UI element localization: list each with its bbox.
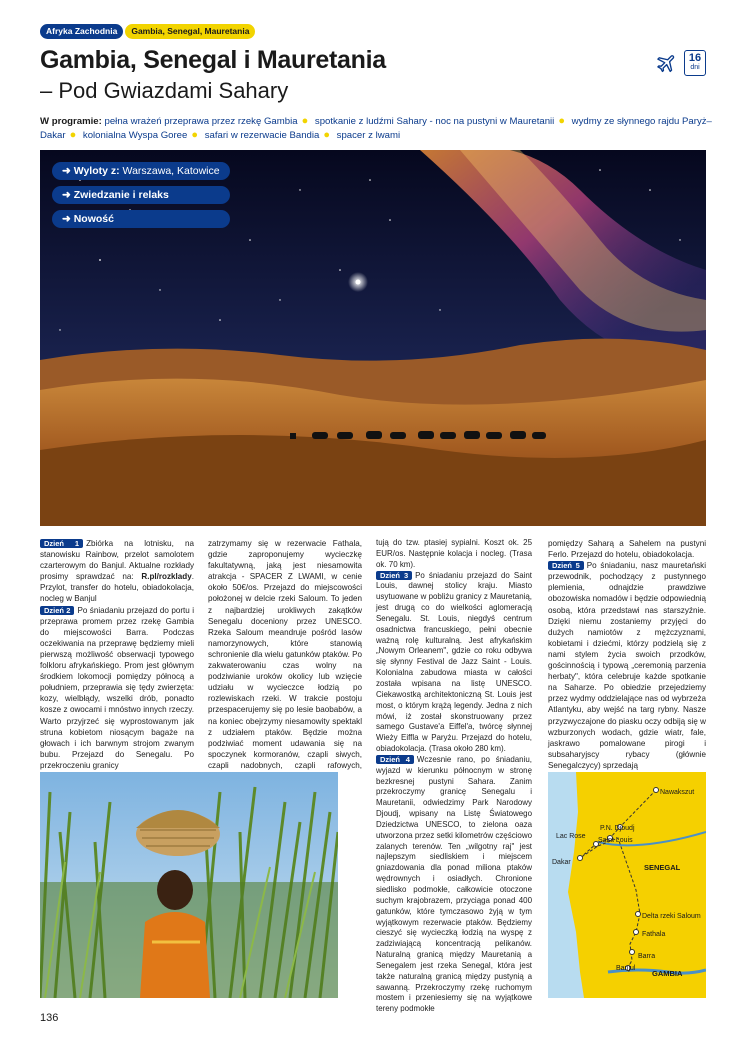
day-5-text: Po śniadaniu, nasz mauretański przewodnik, pochodzący z pustynnego plemienia, odnajdzie prawdziwe obozowiska nomadów i będzie odpowiednią osobą, która przedstawi nas starszyźnie. Dzięki niemu zostaniemy przyjęci do dużych namiotów z mężczyznami, kobietami i dziećmi, którzy podzielą się z nami stylem życia swoich przodków, gościnnością i typową „ceremonią parzenia herbaty", która celebruje każde spotkanie na Saharze. Po obiedzie przejedziemy przez wydmy oddzielające nas od wybrzeża Atlantyku, aby wejść na targ rybny. Nasze przyzwyczajone do piasku oczy odbiją się w wzburzonych wodach, gdzie wiatr, fale, jaskrawo pomalowane pirogi i subsaharyjscy rybacy (głównie Senegalczycy) sprzedają	[548, 561, 706, 770]
trip-type-label: Zwiedzanie i relaks	[73, 189, 169, 201]
day-4-badge: Dzień 4	[376, 755, 414, 764]
woman-photo	[40, 772, 338, 998]
map-label: Saint Louis	[598, 837, 633, 844]
day-4-text: Wczesnie rano, po śniadaniu, wyjazd w kierunku północnym w stronę bezkresnej pustyni Sahara. Zanim przekroczymy granicę Senegalu i Mauretanii, odwiedzimy Park Narodowy Djoudj, wpisany na Listę Światowego Dziedzictwa UNESCO, to zielona oaza utworzona przez setki kilometrów częściowo zalanych terenów. Ten „wilgotny raj" jest najlepszym siedliskiem i miejscem gniazdowania dla ponad miliona ptaków wędrownych i osiadłych. Chronione siedlisko podmokłe, całkowicie otoczone suchym krajobrazem, przyciąga ponad 400 gatunków, które tymczasowo żyją w tym wyjątkowym rezerwacie ptaków. Będziemy cieszyć się wycieczką łodzią na wyspę z zadziwiającą koncentracją pelikanów. Naturalną granicą między Mauretanią a Senegalem jest rzeka Senegal, która jest także naturalną granicą między pustynią a sawanną. Przekroczymy rzekę ruchomym mostem i przeniesiemy się na wyjątkowe tereny podmokłe	[376, 754, 532, 1014]
day-5-badge: Dzień 5	[548, 561, 584, 570]
departures-pill[interactable]: ➜ Wyloty z: Warszawa, Katowice	[52, 162, 230, 180]
text-column-1	[40, 538, 194, 771]
route-map-graphic	[548, 772, 706, 998]
program-item: spotkanie z ludźmi Sahary - noc na pustyni w Mauretanii	[314, 116, 555, 127]
new-badge-pill[interactable]: ➜ Nowość	[52, 210, 230, 228]
page-title: Gambia, Senegal i Mauretania	[40, 46, 386, 74]
route-map	[548, 772, 706, 998]
day-1-text-a: Zbiórka na lotnisku, na stanowisku Rainbow, przelot samolotem czarterowym do Banjul. Aktualne rozkłady prosimy sprawdzać na:	[40, 539, 194, 582]
text-column-4	[548, 538, 706, 771]
map-label: Delta rzeki Saloum	[642, 913, 701, 920]
map-country-label: GAMBIA	[652, 969, 683, 978]
map-label: Nawakszut	[660, 789, 695, 796]
duration-unit: dni	[690, 64, 700, 71]
day-4-end-text: pomiędzy Saharą a Sahelem na pustyni Ferlo. Przejazd do hotelu, obiadokolacja.	[548, 539, 706, 560]
schedule-link[interactable]: R.pl/rozklady	[141, 572, 192, 582]
program-list	[40, 115, 716, 142]
day-3-text: Po śniadaniu przejazd do Saint Louis, dawnej stolicy kraju. Miasto usytuowane w pobliżu granicy z Mauretanią, jest drugą co do wielkości aglomeracją Senegalu. St. Louis, niegdyś centrum osadnictwa francuskiego, pełni obecnie ważną rolę kulturalną. Jest afrykańskim „Nowym Orleanem", gdzie co roku odbywa się słynny Festival de Jazz Saint - Louis. Kolonialna zabudowa miasta w całości została wpisana na listę UNESCO. Ciekawostką architektoniczną St. Louis jest most, o którym krążą legendy. Jedna z nich mówi, iż został skonstruowany przez samego Gustave'a Eiffel'a, twórcę słynnej Wieży Eiffla w Paryżu. Przejazd do hotelu, obiadokolacja. (Trasa około 280 km).	[376, 570, 532, 754]
program-label: W programie:	[40, 116, 102, 127]
trip-type-pill[interactable]: ➜ Zwiedzanie i relaks	[52, 186, 230, 204]
program-item: spacer z lwami	[336, 129, 401, 141]
bullet-icon: ●	[558, 115, 565, 127]
bullet-icon: ●	[323, 128, 330, 141]
map-label: Lac Rose	[556, 833, 586, 840]
breadcrumb-trip[interactable]: Gambia, Senegal, Mauretania	[125, 24, 255, 39]
day-2-text: Po śniadaniu przejazd do portu i przeprawa promem przez rzekę Gambia do miejscowości Barra. Podczas oczekiwania na przeprawę będziemy mieli pierwszą możliwość obserwacji typowego folkloru afrykańskiego. Prom jest głównym środkiem lokomocji pomiędzy północą a południem, przeprawia się tędy zwierzęta: kozy, wielbłądy, wszelki drób, ponadto kosze z owocami i mnóstwo innych rzeczy. Warto przyjrzeć się wyprostowanym jak struna kobietom niosącym bagaże na głowach i ich barwnym strojom zwanym bubu. Przejazd do Senegalu. Po przekroczeniu granicy	[40, 605, 195, 770]
breadcrumb	[40, 24, 255, 39]
page-number: 136	[40, 1012, 59, 1024]
duration-badge	[684, 50, 706, 76]
trip-badges	[656, 50, 706, 76]
program-item: wydmy ze słynnego rajdu Paryż–Dakar	[40, 116, 712, 141]
breadcrumb-region[interactable]: Afryka Zachodnia	[40, 24, 123, 39]
hero-pills	[52, 162, 230, 228]
day-2-continued-text: zatrzymamy się w rezerwacie Fathala, gdzie zaproponujemy wycieczkę fakultatywną, jaką jest niesamowita atrakcja - SPACER Z LWAMI, w cenie około 50€/os. Przejazd do miejscowości położonej w delcie rzeki Saloum. To jeden z najbardziej urokliwych zakątków Senegalu doceniony przez UNESCO. Rzeka Saloum meandruje pośród lasów namorzynowych, które stanowią schronienie dla wielu gatunków ptaków. Po zakwaterowaniu czas wolny na podziwianie uroków okolicy lub wzięcie udziału w wycieczce łodzią po rozlewiskach rzeki. W trakcie postoju przespacerujemy się po lesie baobabów, a na koniec obejrzymy niesamowity spektakl z udziałem ptaków. Będzie można podziwiać moment udawania się na spoczynek kormoranów, czapli siwych, czapli nadobnych, czapli rafowych,	[208, 539, 362, 770]
map-label: Banjul	[616, 965, 636, 972]
day-2-badge: Dzień 2	[40, 606, 74, 615]
woman-with-basket-image	[40, 772, 338, 998]
program-item: pełna wrażeń przeprawa przez rzekę Gambia	[104, 116, 298, 127]
text-column-3	[376, 538, 532, 1015]
day-1-text-b: . Przylot, transfer do hotelu, obiadokolacja, nocleg w Banjul	[40, 572, 194, 604]
day-2-end-text: tują do tzw. ptasiej sypialni. Koszt ok. 25 EUR/os. Następnie kolacja i nocleg. (Trasa ok. 70 km).	[376, 538, 532, 569]
map-country-label: SENEGAL	[644, 863, 681, 872]
program-item: safari w rezerwacie Bandia	[204, 129, 320, 141]
map-label: Fathala	[642, 931, 666, 938]
bullet-icon: ●	[301, 115, 309, 127]
map-label: Barra	[638, 953, 656, 960]
bullet-icon: ●	[191, 128, 199, 141]
text-column-2	[208, 538, 362, 782]
day-3-badge: Dzień 3	[376, 571, 412, 580]
airplane-icon	[656, 52, 678, 74]
program-item: kolonialna Wyspa Goree	[82, 129, 188, 141]
duration-number: 16	[688, 52, 702, 64]
bullet-icon: ●	[69, 128, 77, 141]
day-1-badge: Dzień 1	[40, 539, 83, 548]
map-label: Dakar	[552, 859, 571, 866]
departures-value: Warszawa, Katowice	[122, 165, 220, 177]
route-line	[580, 790, 656, 968]
page-subtitle: – Pod Gwiazdami Sahary	[40, 78, 289, 103]
departures-label: Wyloty z:	[73, 165, 120, 177]
map-label: P.N. Djoudj	[600, 825, 635, 832]
new-badge-label: Nowość	[73, 213, 114, 225]
hero-image	[40, 150, 706, 526]
